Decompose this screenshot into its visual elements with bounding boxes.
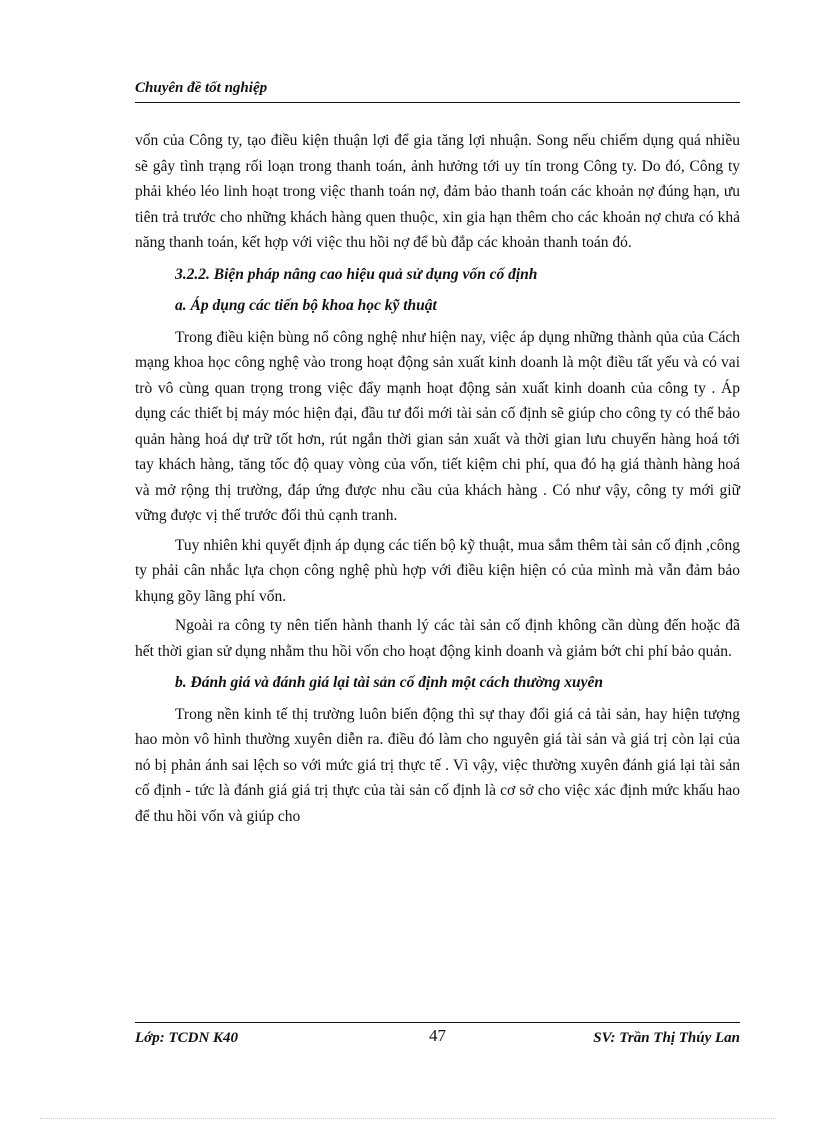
footer-student-label: SV: Trần Thị Thúy Lan	[593, 1030, 740, 1046]
page-number: 47	[429, 1026, 446, 1045]
paragraph-4: Ngoài ra công ty nên tiến hành thanh lý các tài sản cố định không cần dùng đến hoặc đã hết thời gian sử dụng nhằm thu hồi vốn cho hoạt động kinh doanh và giảm bớt chi phí bảo quản.	[135, 617, 740, 660]
subsection-heading-b: b. Đánh giá và đánh giá lại tài sản cố định một cách thường xuyên	[175, 674, 603, 691]
paragraph-1: vốn của Công ty, tạo điều kiện thuận lợi để gia tăng lợi nhuận. Song nếu chiếm dụng quá nhiều sẽ gây tình trạng rối loạn trong thanh toán, ảnh hưởng tới uy tín trong Công ty. Do đó, Công ty phải khéo léo linh hoạt trong việc thanh toán nợ, đảm bảo thanh toán các khoản nợ đúng hạn, ưu tiên trả trước cho những khách hàng quen thuộc, xin gia hạn thêm cho các khoản nợ chưa có khả năng thanh toán, kết hợp với việc thu hồi nợ để bù đắp các khoản thanh toán đó.	[135, 132, 740, 251]
footer-class-label: Lớp: TCDN K40	[135, 1030, 239, 1046]
page-bottom-divider	[40, 1118, 776, 1119]
paragraph-5: Trong nền kinh tế thị trường luôn biến động thì sự thay đổi giá cả tài sản, hay hiện tượng hao mòn vô hình thường xuyên diễn ra. điều đó làm cho nguyên giá tài sản và giá trị còn lại của nó bị phản ánh sai lệch so với mức giá trị thực tế . Vì vậy, việc thường xuyên đánh giá lại tài sản cố định - tức là đánh giá giá trị thực của tài sản cố định là cơ sở cho việc xác định mức khấu hao để thu hồi vốn và giúp cho	[135, 705, 740, 825]
header-title: Chuyên đề tốt nghiệp	[135, 80, 268, 96]
paragraph-2: Trong điều kiện bùng nổ công nghệ như hiện nay, việc áp dụng những thành qủa của Cách mạng khoa học công nghệ vào trong hoạt động sản xuất kinh doanh là một điều tất yếu và có vai trò vô cùng quan trọng trong việc đẩy mạnh hoạt động sản xuất kinh doanh của công ty . Áp dụng các thiết bị máy móc hiện đại, đầu tư đổi mới tài sản cố định sẽ giúp cho công ty có thể bảo quản hàng hoá dự trữ tốt hơn, rút ngắn thời gian sản xuất và thời gian lưu chuyển hàng hoá tới tay khách hàng, tăng tốc độ quay vòng của vốn, tiết kiệm chi phí, qua đó hạ giá thành hàng hoá và mở rộng thị trường, đáp ứng được nhu cầu của khách hàng . Có như vậy, công ty mới giữ vững được vị thế trước đối thủ cạnh tranh.	[135, 328, 740, 524]
page-header	[135, 80, 740, 103]
page-footer	[135, 1022, 740, 1053]
subsection-heading-a: a. Áp dụng các tiến bộ khoa học kỹ thuật	[175, 297, 437, 314]
paragraph-3: Tuy nhiên khi quyết định áp dụng các tiến bộ kỹ thuật, mua sắm thêm tài sản cố định ,công ty phải cân nhắc lựa chọn công nghệ phù hợp với điều kiện hiện có của mình mà vẫn đảm bảo khụng gõy lãng phí vốn.	[135, 536, 740, 605]
section-heading-3-2-2: 3.2.2. Biện pháp nâng cao hiệu quả sử dụng vốn cố định	[175, 265, 538, 283]
document-body	[135, 128, 740, 833]
